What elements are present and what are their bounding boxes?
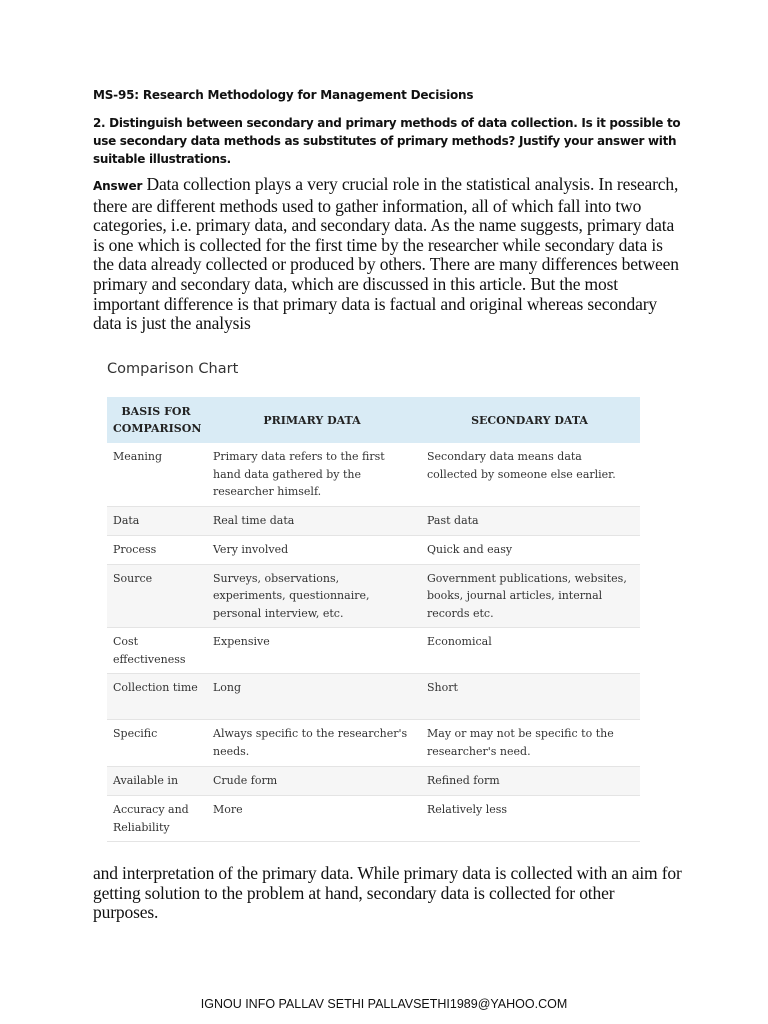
answer-paragraph <box>93 175 683 334</box>
comparison-table <box>107 397 640 842</box>
row-primary: Always specific to the researcher's needs. <box>205 720 419 767</box>
row-secondary: Past data <box>419 506 640 535</box>
table-row <box>107 767 640 796</box>
row-basis: Available in <box>107 767 205 796</box>
page-footer: IGNOU INFO PALLAV SETHI PALLAVSETHI1989@YAHOO.COM <box>200 997 568 1011</box>
row-secondary: Relatively less <box>419 796 640 842</box>
answer-text: Data collection plays a very crucial role in the statistical analysis. In research, there are different methods used to gather information, all of which fall into two categories, i.e. primary data, and secondary data. As the name suggests, primary data is one which is collected for the first time by the researcher while secondary data is the data already collected or produced by others. There are many differences between primary and secondary data, which are discussed in this article. But the most important difference is that primary data is factual and original whereas secondary data is just the analysis <box>93 174 679 334</box>
row-primary: Expensive <box>205 628 419 674</box>
table-row <box>107 796 640 842</box>
comparison-chart-heading: Comparison Chart <box>107 361 239 377</box>
header-basis-line1: BASIS FOR <box>121 405 191 418</box>
row-primary: Long <box>205 674 419 720</box>
header-basis <box>107 397 205 443</box>
row-basis: Collection time <box>107 674 205 720</box>
table-row <box>107 535 640 564</box>
row-primary: Very involved <box>205 535 419 564</box>
row-primary: Primary data refers to the first hand data gathered by the researcher himself. <box>205 443 419 506</box>
course-title: MS-95: Research Methodology for Management Decisions <box>93 88 474 102</box>
row-secondary: May or may not be specific to the researcher's need. <box>419 720 640 767</box>
row-basis: Accuracy and Reliability <box>107 796 205 842</box>
row-basis: Process <box>107 535 205 564</box>
table-row <box>107 628 640 674</box>
table-row <box>107 506 640 535</box>
row-secondary: Economical <box>419 628 640 674</box>
table-row <box>107 443 640 506</box>
header-primary: PRIMARY DATA <box>205 397 419 443</box>
row-basis: Source <box>107 564 205 628</box>
row-secondary: Short <box>419 674 640 720</box>
row-basis: Meaning <box>107 443 205 506</box>
table-row <box>107 564 640 628</box>
row-secondary: Secondary data means data collected by someone else earlier. <box>419 443 640 506</box>
table-row <box>107 720 640 767</box>
table-row <box>107 674 640 720</box>
row-basis: Specific <box>107 720 205 767</box>
row-secondary: Refined form <box>419 767 640 796</box>
header-basis-line2: COMPARISON <box>113 422 202 435</box>
table-header-row <box>107 397 640 443</box>
answer-label: Answer <box>93 179 143 193</box>
closing-paragraph: and interpretation of the primary data. While primary data is collected with an aim for getting solution to the problem at hand, secondary data is collected for other purposes. <box>93 863 682 923</box>
row-primary: Crude form <box>205 767 419 796</box>
row-basis: Cost effectiveness <box>107 628 205 674</box>
header-secondary: SECONDARY DATA <box>419 397 640 443</box>
row-secondary: Quick and easy <box>419 535 640 564</box>
row-secondary: Government publications, websites, books, journal articles, internal records etc. <box>419 564 640 628</box>
row-primary: More <box>205 796 419 842</box>
row-basis: Data <box>107 506 205 535</box>
question-text: 2. Distinguish between secondary and primary methods of data collection. Is it possible to use secondary data methods as substitutes of primary methods? Justify your answer with suitable illustrations. <box>93 116 681 166</box>
row-primary: Surveys, observations, experiments, questionnaire, personal interview, etc. <box>205 564 419 628</box>
row-primary: Real time data <box>205 506 419 535</box>
